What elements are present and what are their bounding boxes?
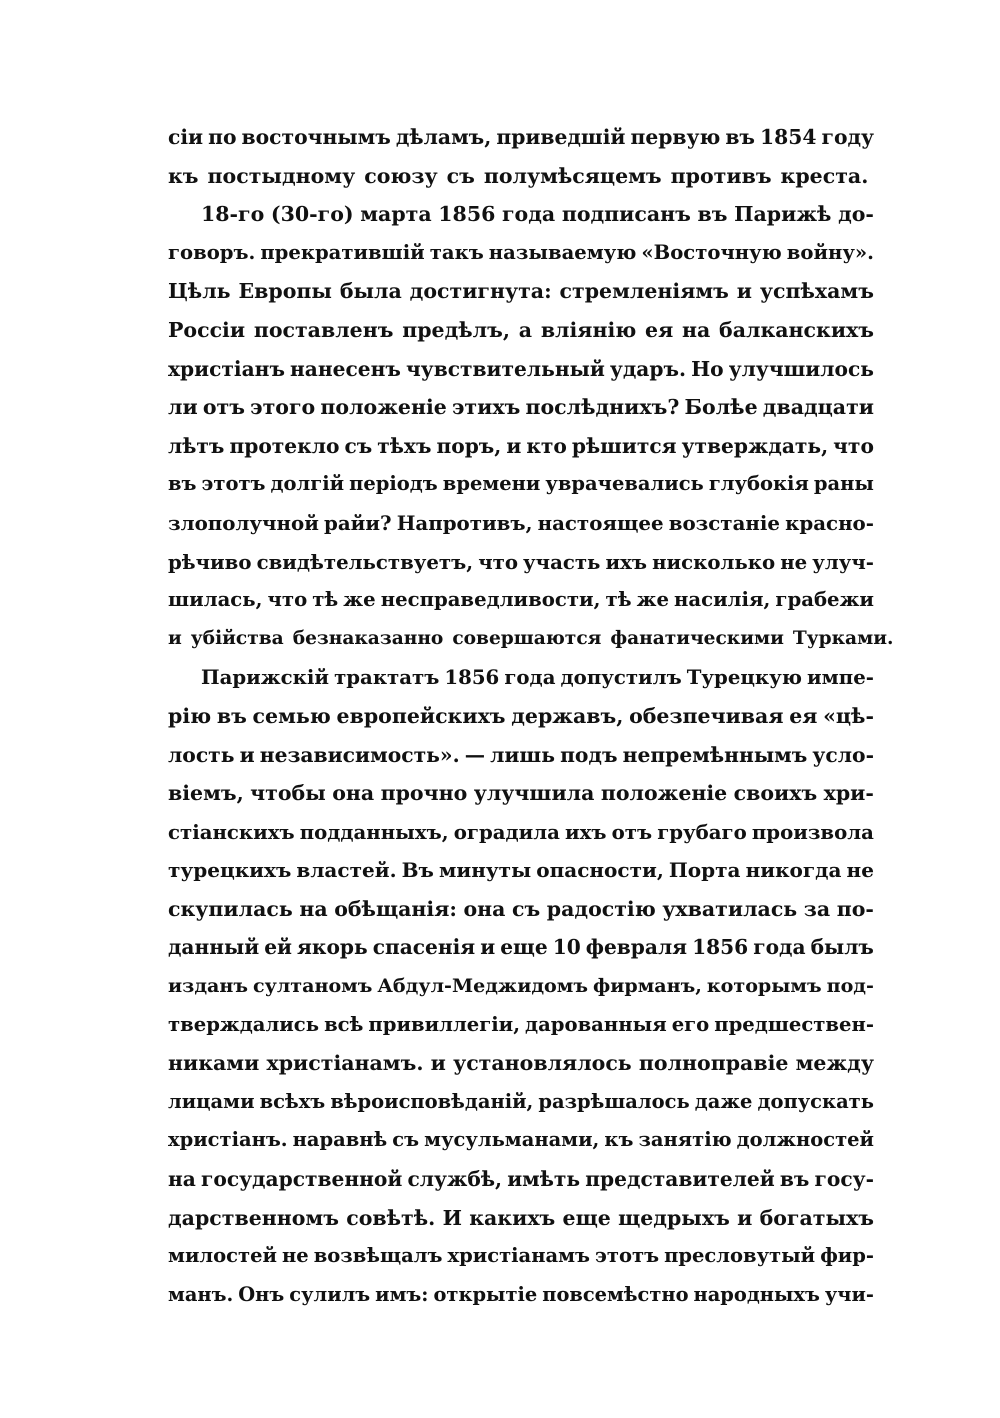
text-line: Парижскій трактатъ 1856 года допустилъ Турецкую импе- [201,665,874,690]
text-line: дарственномъ совѣтѣ. И какихъ еще щедрыхъ и богатыхъ [168,1205,874,1230]
text-line: турецкихъ властей. Въ минуты опасности, Порта никогда не [168,858,874,883]
text-line: данный ей якорь спасенія и еще 10 февраля 1856 года былъ [168,935,874,960]
text-line: христіанъ. наравнѣ съ мусульманами, къ занятію должностей [168,1128,874,1152]
text-line: никами христіанамъ. и установлялось полноправіе между [168,1051,874,1076]
text-line: тверждались всѣ привиллегіи, дарованныя его предшествен- [168,1012,874,1036]
text-line: скупилась на обѣщанія: она съ радостію ухватилась за по- [168,896,874,921]
text-line: стіанскихъ подданныхъ, оградила ихъ отъ грубаго произвола [168,819,874,844]
text-line: Россіи поставленъ предѣлъ, а вліянію ея на балканскихъ [168,317,874,342]
text-line: изданъ султаномъ Абдул-Меджидомъ фирманъ, которымъ под- [168,975,874,998]
text-line: христіанъ нанесенъ чувствительный ударъ. Но улучшилось [168,356,874,381]
text-line: лость и независимость». — лишь подъ непремѣннымъ усло- [168,742,874,767]
text-line: рѣчиво свидѣтельствуетъ, что участь ихъ нисколько не улуч- [168,549,874,574]
text-line: сіи по восточнымъ дѣламъ, приведшій первую въ 1854 году [168,125,874,149]
text-line: шилась, что тѣ же несправедливости, тѣ же насилія, грабежи [168,588,874,612]
text-line: манъ. Онъ сулилъ имъ: открытіе повсемѣстно народныхъ учи- [168,1282,874,1306]
text-line: говоръ. прекратившій такъ называемую «Восточную войну». [168,240,874,264]
text-line: віемъ, чтобы она прочно улучшила положеніе своихъ хри- [168,781,874,806]
text-line: на государственной службѣ, имѣть представителей въ госу- [168,1167,874,1192]
text-line: ли отъ этого положеніе этихъ послѣднихъ? Болѣе двадцати [168,395,874,420]
text-line: въ этотъ долгій періодъ времени уврачевались глубокія раны [168,472,874,496]
text-line: лицами всѣхъ вѣроисповѣданій, разрѣшалось даже допускать [168,1089,874,1113]
text-line: 18-го (30-го) марта 1856 года подписанъ въ Парижѣ до- [201,202,874,227]
text-line: и убійства безнаказанно совершаются фанатическими Турками. [168,627,894,649]
text-line: милостей не возвѣщалъ христіанамъ этотъ пресловутый фир- [168,1244,874,1268]
text-line: злополучной райи? Напротивъ, настоящее возстаніе красно- [168,510,874,535]
text-line: Цѣль Европы была достигнута: стремленіямъ и успѣхамъ [168,279,874,304]
page-body-text [168,118,894,1314]
text-line: лѣтъ протекло съ тѣхъ поръ, и кто рѣшится утверждать, что [168,433,874,458]
text-line: рію въ семью европейскихъ державъ, обезпечивая ея «цѣ- [168,703,874,728]
text-line: къ постыдному союзу съ полумѣсяцемъ противъ креста. [168,163,869,188]
